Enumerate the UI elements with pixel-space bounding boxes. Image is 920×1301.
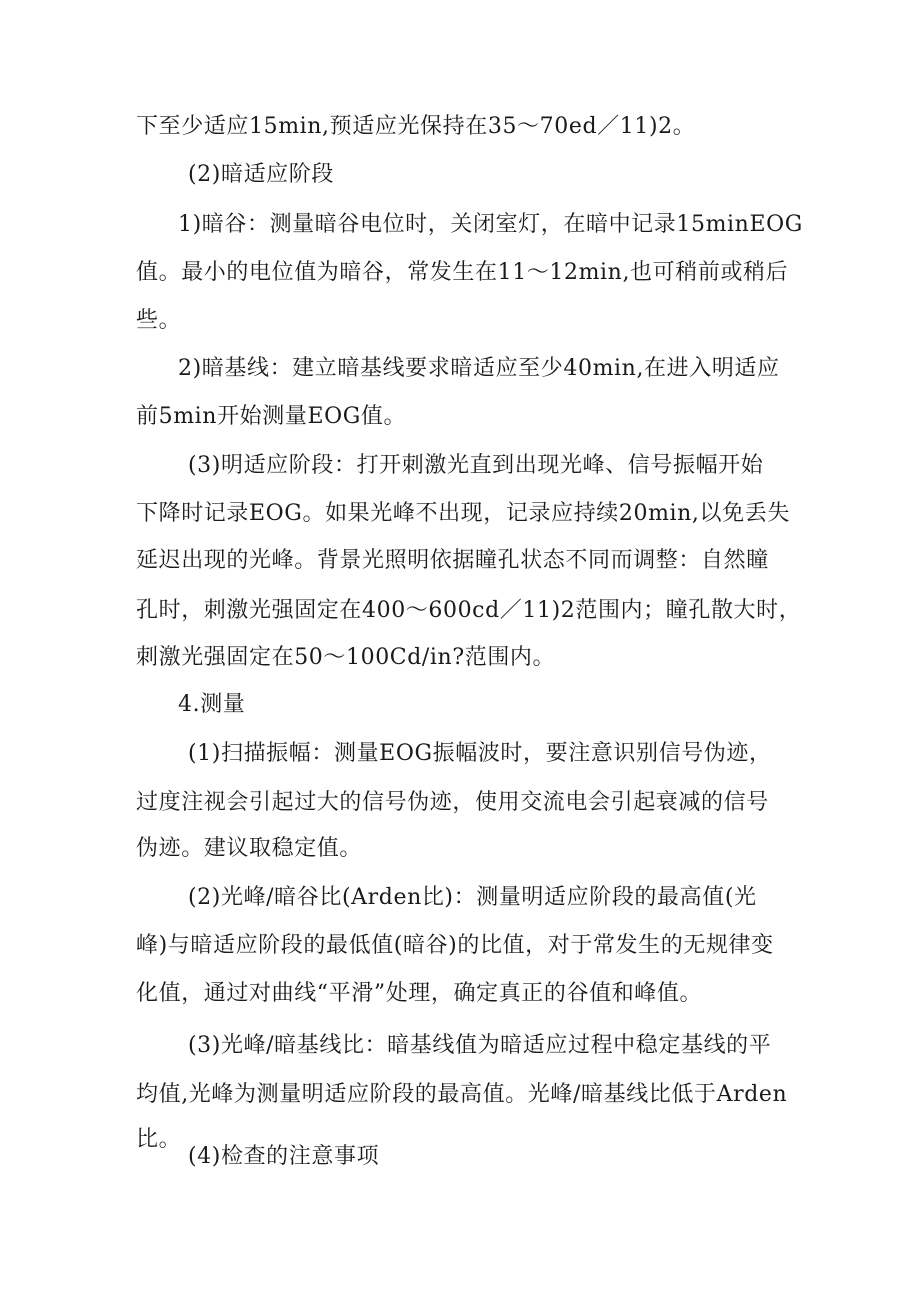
text-line: (2)光峰/暗谷比(Arden比)：测量明适应阶段的最高值(光 (188, 885, 757, 910)
text-line: 下降时记录EOG。如果光峰不出现，记录应持续20min,以免丢失 (136, 501, 790, 526)
text-line: 伪迹。建议取稳定值。 (136, 836, 363, 861)
text-line: 刺激光强固定在50～100Cd/in?范围内。 (136, 645, 556, 670)
section-heading: (3)明适应阶段：打开刺激光直到出现光峰、信号振幅开始 (188, 453, 764, 478)
text-line: (1)扫描振幅：测量EOG振幅波时，要注意识别信号伪迹， (188, 741, 772, 766)
text-line: 前5min开始测量EOG值。 (136, 404, 407, 429)
section-heading: 4.测量 (178, 692, 246, 717)
text-line: 2)暗基线：建立暗基线要求暗适应至少40min,在进入明适应 (178, 356, 780, 381)
text-line: 峰)与暗适应阶段的最低值(暗谷)的比值，对于常发生的无规律变 (136, 933, 774, 958)
text-line: 些。 (136, 308, 182, 333)
text-line: 下至少适应15min,预适应光保持在35～70ed／11)2。 (136, 114, 696, 139)
text-line: 值。最小的电位值为暗谷，常发生在11～12min,也可稍前或稍后 (136, 260, 789, 285)
section-heading: (2)暗适应阶段 (188, 162, 334, 187)
text-line: 孔时，刺激光强固定在400～600cd／11)2范围内；瞳孔散大时， (136, 598, 802, 623)
text-line: (3)光峰/暗基线比：暗基线值为暗适应过程中稳定基线的平 (188, 1033, 772, 1058)
text-line: 比。 (136, 1127, 182, 1152)
text-line: 化值，通过对曲线“平滑”处理，确定真正的谷值和峰值。 (136, 981, 703, 1006)
text-line: 1)暗谷：测量暗谷电位时，关闭室灯，在暗中记录15minEOG (178, 212, 803, 237)
text-line: 均值,光峰为测量明适应阶段的最高值。光峰/暗基线比低于Arden (136, 1082, 788, 1107)
section-heading: (4)检查的注意事项 (188, 1144, 380, 1169)
text-line: 延迟出现的光峰。背景光照明依据瞳孔状态不同而调整：自然瞳 (136, 548, 769, 573)
text-line: 过度注视会引起过大的信号伪迹，使用交流电会引起衰减的信号 (136, 790, 769, 815)
